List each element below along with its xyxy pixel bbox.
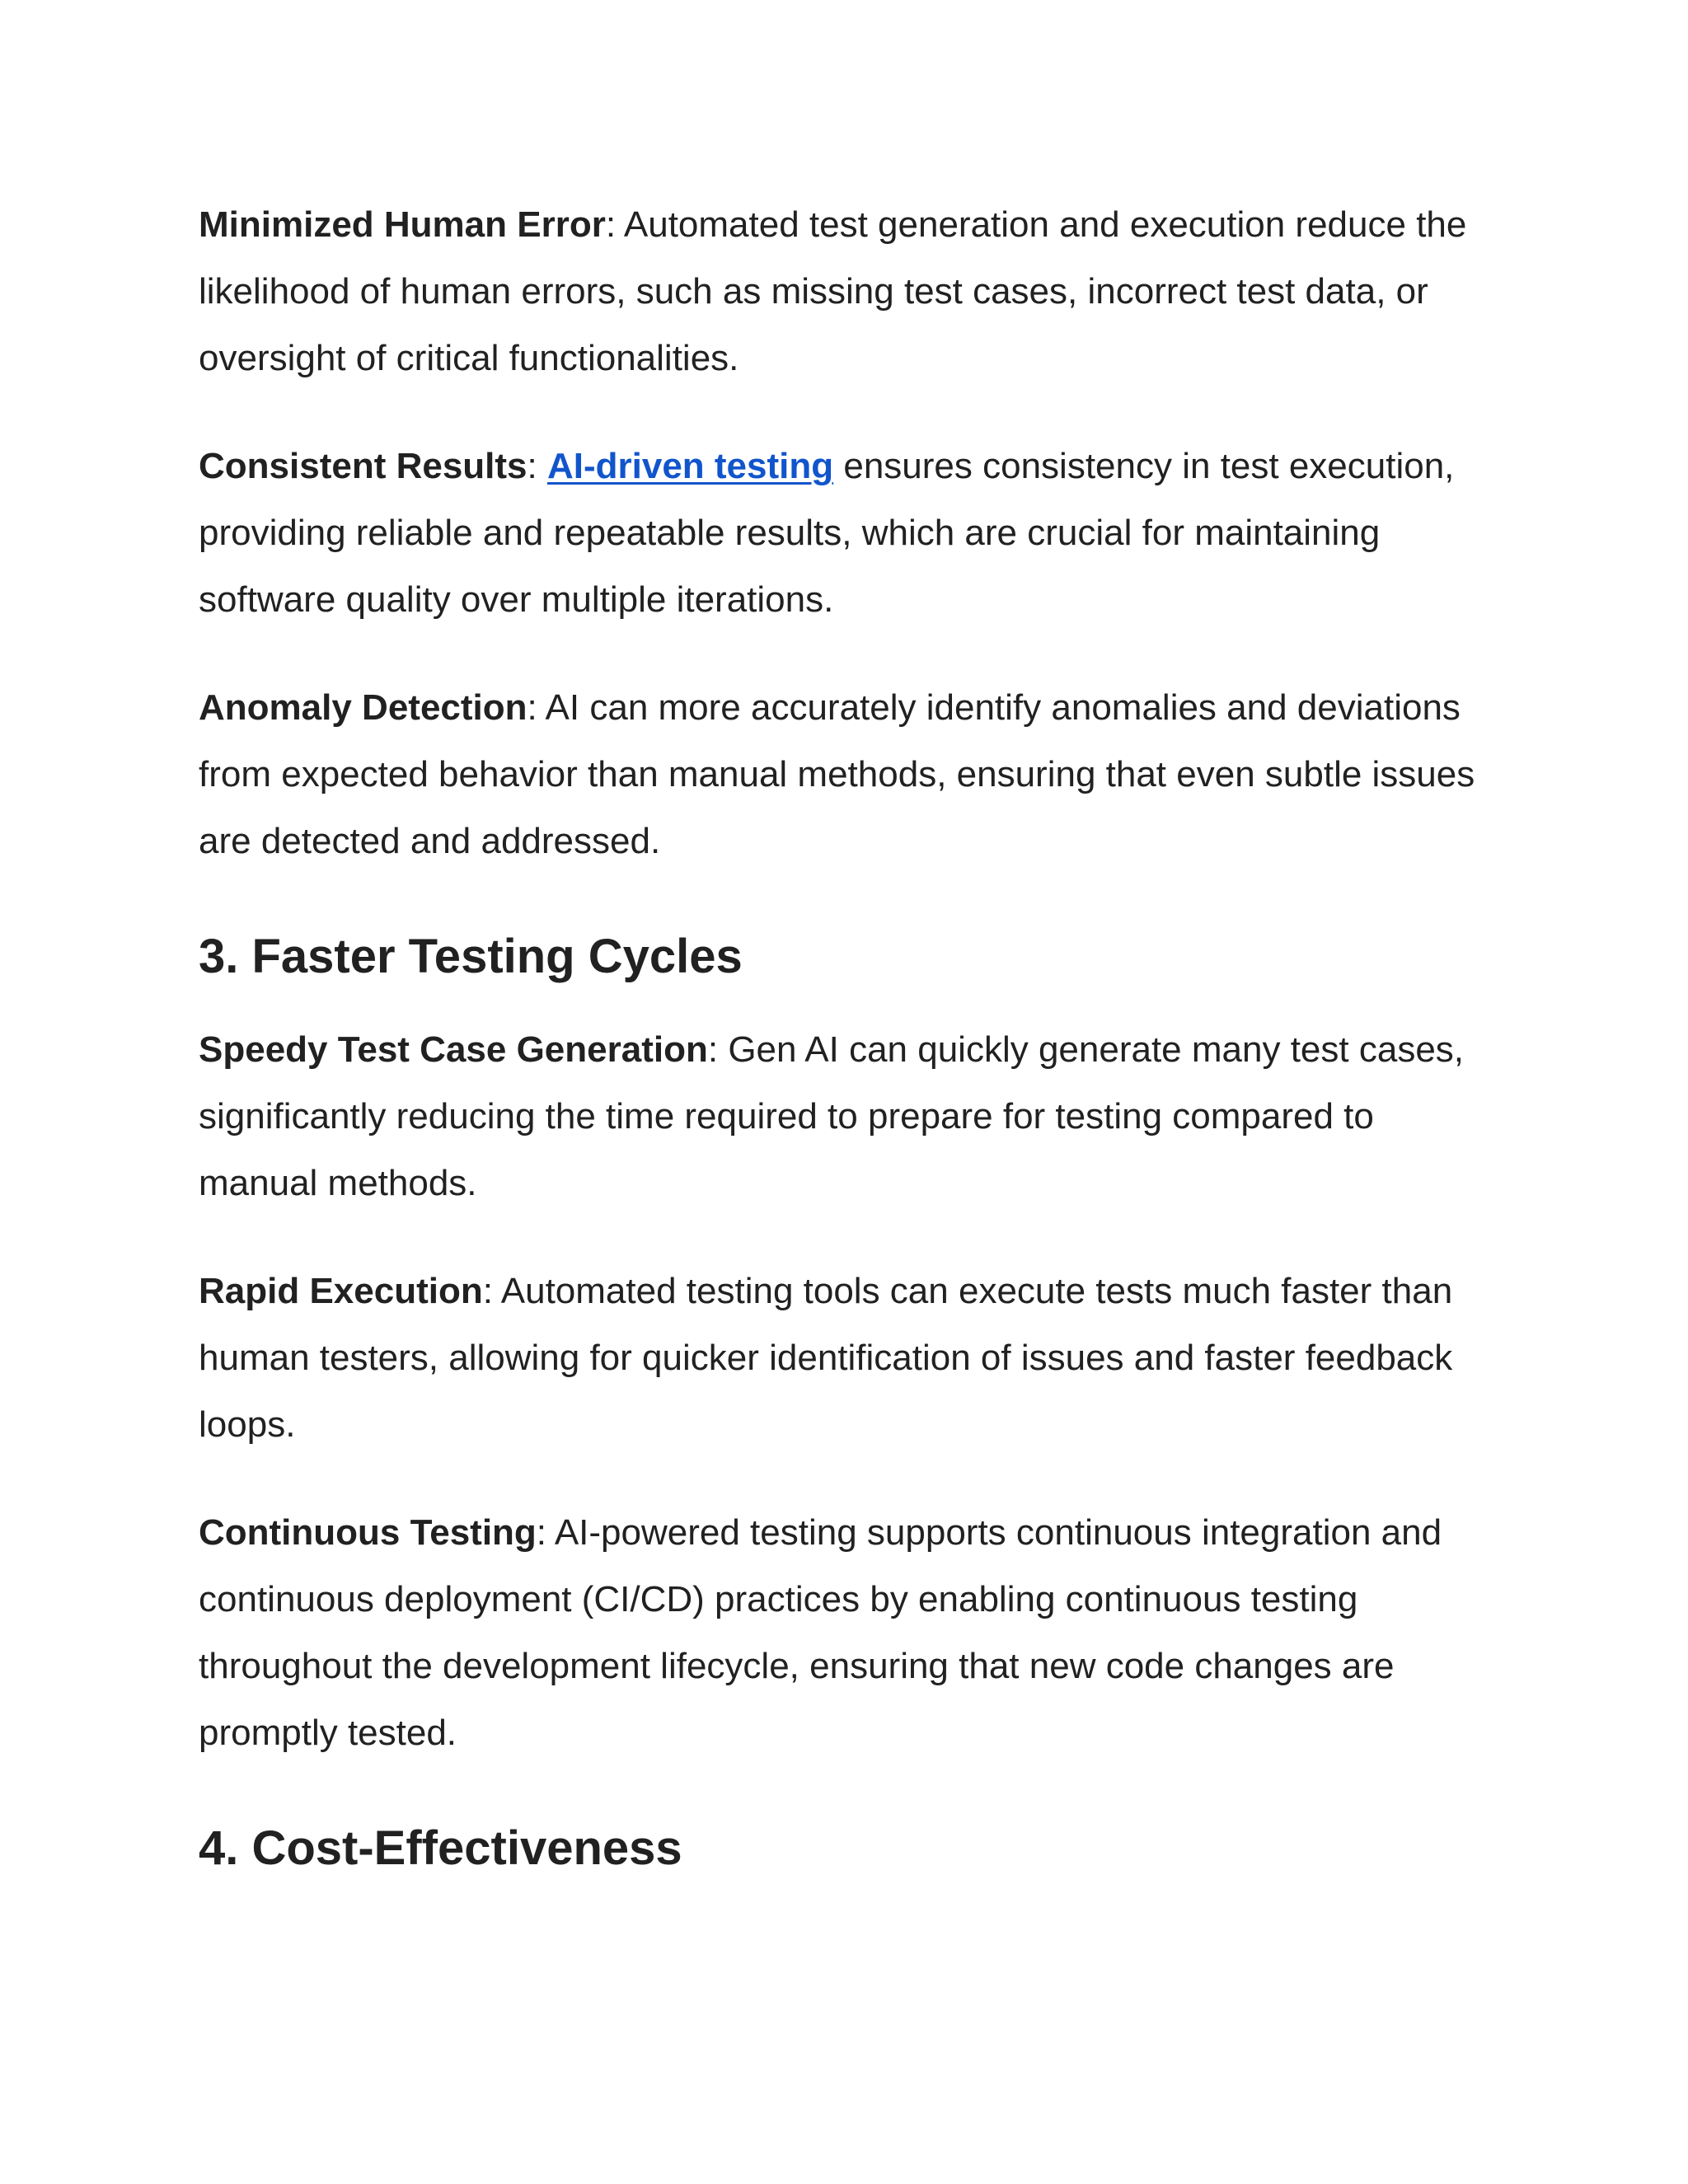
term-minimized-human-error: Minimized Human Error xyxy=(199,204,606,245)
ai-driven-testing-link[interactable]: AI-driven testing xyxy=(546,446,834,486)
paragraph-text: AI-powered testing supports continuous integration and continuous deployment (CI/CD) practices by enabling continuous testing throughout the development lifecycle, ensuring that new code changes are promptly tested. xyxy=(199,1512,1442,1753)
term-anomaly-detection: Anomaly Detection xyxy=(199,687,528,728)
heading-faster-testing-cycles: 3. Faster Testing Cycles xyxy=(199,930,743,983)
paragraph-text: ensures consistency in test execution, providing reliable and repeatable results, which are crucial for maintaining software quality over multiple iterations. xyxy=(199,446,1455,620)
term-continuous-testing: Continuous Testing xyxy=(199,1512,537,1553)
term-separator: : xyxy=(536,1512,555,1553)
term-separator: : xyxy=(527,446,547,486)
paragraph-speedy-test-case-generation xyxy=(199,1016,1501,1216)
term-rapid-execution: Rapid Execution xyxy=(199,1271,483,1311)
paragraph-text: Gen AI can quickly generate many test cases, significantly reducing the time required to prepare for testing compared to manual methods. xyxy=(199,1029,1465,1203)
paragraph-text: Automated test generation and execution reduce the likelihood of human errors, such as missing test cases, incorrect test data, or oversight of critical functionalities. xyxy=(199,204,1467,378)
term-separator: : xyxy=(482,1271,501,1311)
term-separator: : xyxy=(527,687,546,728)
paragraph-consistent-results xyxy=(199,433,1501,633)
term-speedy-test-case-generation: Speedy Test Case Generation xyxy=(199,1029,708,1070)
paragraph-text: AI can more accurately identify anomalies and deviations from expected behavior than manual methods, ensuring that even subtle issues are detected and addressed. xyxy=(199,687,1475,861)
paragraph-minimized-human-error xyxy=(199,191,1501,391)
term-separator: : xyxy=(605,204,624,245)
paragraph-continuous-testing xyxy=(199,1499,1501,1766)
term-consistent-results: Consistent Results xyxy=(199,446,528,486)
heading-cost-effectiveness: 4. Cost-Effectiveness xyxy=(199,1821,682,1875)
paragraph-text: Automated testing tools can execute tests much faster than human testers, allowing for quicker identification of issues and faster feedback loops. xyxy=(199,1271,1453,1445)
document-body xyxy=(199,191,1501,1908)
term-separator: : xyxy=(707,1029,729,1070)
paragraph-anomaly-detection xyxy=(199,674,1501,874)
paragraph-rapid-execution xyxy=(199,1258,1501,1458)
